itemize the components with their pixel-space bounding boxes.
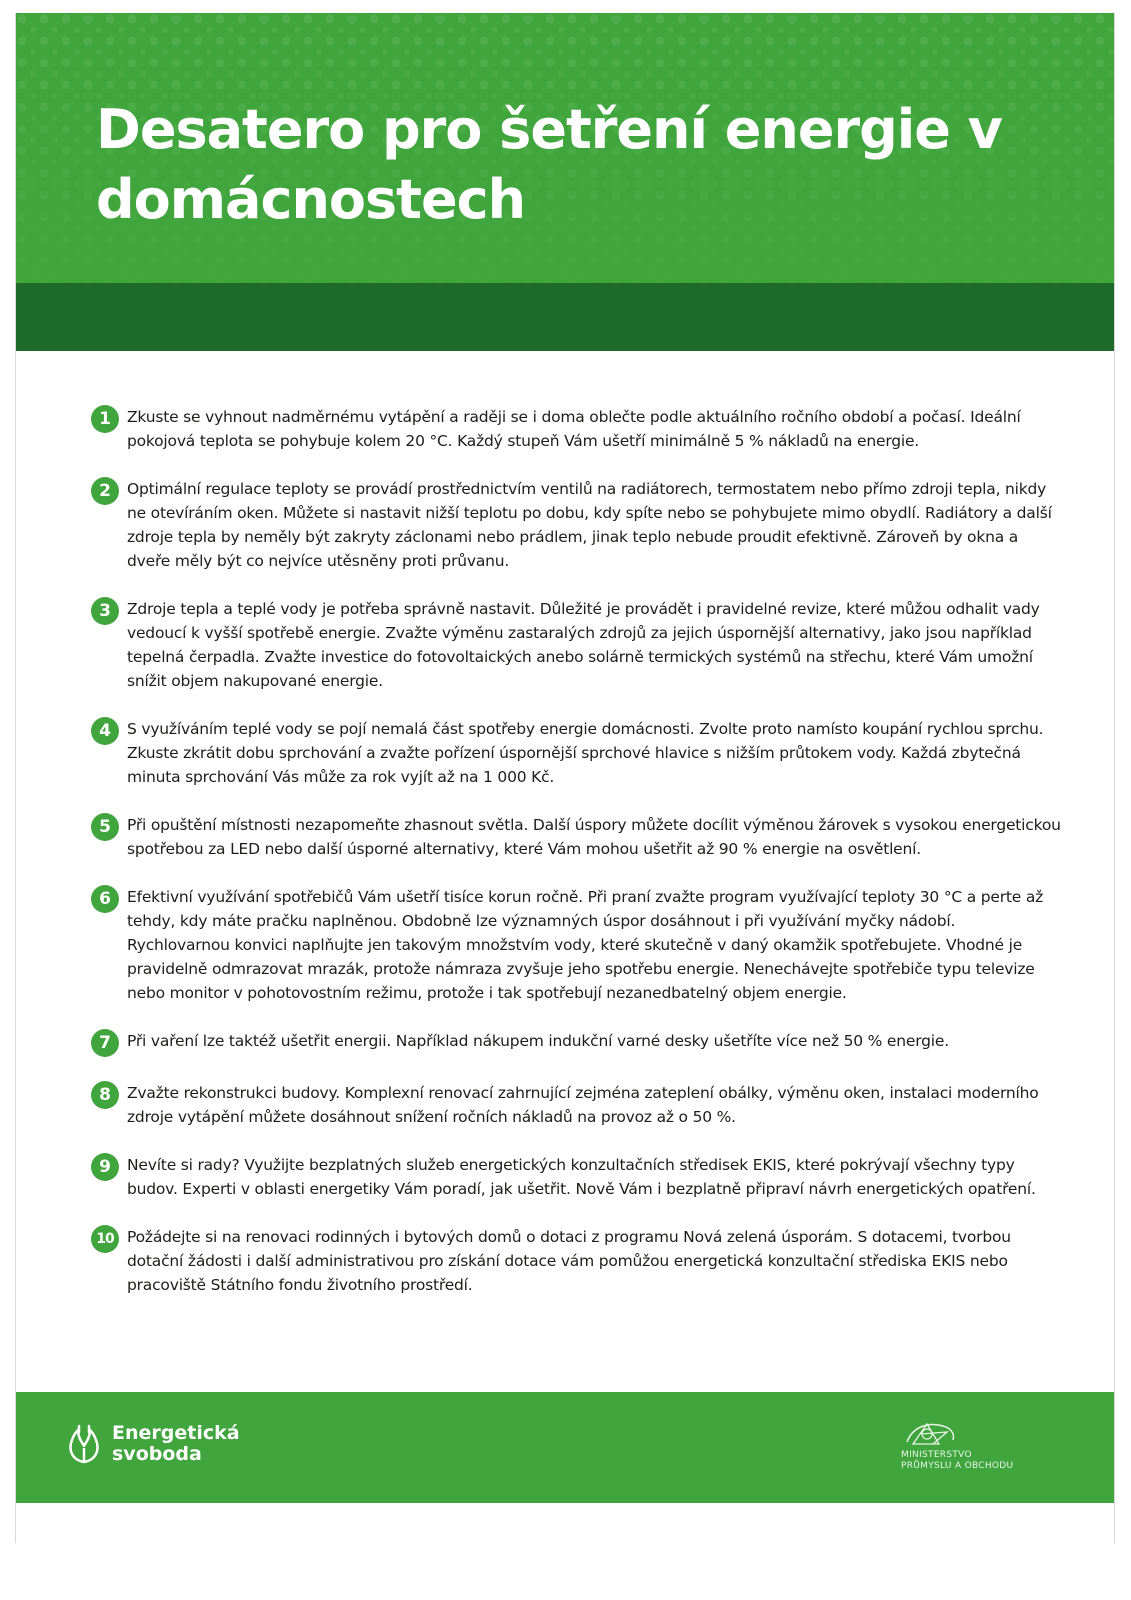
- tip-text: Zkuste se vyhnout nadměrnému vytápění a raději se i doma oblečte podle aktuálního ročního období a počasí. Ideální pokojová teplota se pohybuje kolem 20 °C. Každý stupeň Vám ušetří minimálně 5 % nákladů na energie.: [127, 408, 1021, 450]
- tips-list: [91, 405, 1061, 1321]
- tip-text: Při opuštění místnosti nezapomeňte zhasnout světla. Další úspory můžete docílit výměnou žárovek s vysokou energetickou spotřebou za LED nebo další úsporné alternativy, které Vám mohou ušetřit až 90 % energie na osvětlení.: [127, 816, 1061, 858]
- tip-item: [91, 477, 1061, 573]
- tip-item: [91, 1081, 1061, 1129]
- tip-item: [91, 597, 1061, 693]
- tip-text: Optimální regulace teploty se provádí prostřednictvím ventilů na radiátorech, termostatem nebo přímo zdroji tepla, nikdy ne otevíráním oken. Můžete si nastavit nižší teplotu po dobu, kdy spíte nebo se pohybujete mimo obydlí. Radiátory a další zdroje tepla by neměly být zakryty záclonami nebo prádlem, jinak teplo nebude proudit efektivně. Zároveň by okna a dveře měly být co nejvíce utěsněny proti průvanu.: [127, 480, 1052, 570]
- footer-bar: [16, 1392, 1114, 1503]
- tip-text: Zdroje tepla a teplé vody je potřeba správně nastavit. Důležité je provádět i pravidelné revize, které můžou odhalit vady vedoucí k vyšší spotřebě energie. Zvažte výměnu zastaralých zdrojů za jejich úspornější alternativy, jako jsou například tepelná čerpadla. Zvažte investice do fotovoltaických anebo solárně termických systémů na střechu, které Vám umožní snížit objem nakupované energie.: [127, 600, 1040, 690]
- tip-number-badge: 2: [91, 477, 119, 505]
- tip-item: [91, 813, 1061, 861]
- tip-item: [91, 885, 1061, 1005]
- plug-leaf-icon: [64, 1422, 104, 1466]
- tip-item: [91, 1225, 1061, 1297]
- tip-number-badge: 3: [91, 597, 119, 625]
- ministry-line-1: MINISTERSTVO: [901, 1450, 972, 1460]
- ministry-logo: [901, 1418, 1051, 1472]
- tip-number-badge: 4: [91, 717, 119, 745]
- tip-number-badge: 9: [91, 1153, 119, 1181]
- header-dark-band: [16, 283, 1114, 351]
- brand-line-1: Energetická: [112, 1422, 240, 1444]
- tip-number-badge: 7: [91, 1029, 119, 1057]
- tip-text: Nevíte si rady? Využijte bezplatných služeb energetických konzultačních středisek EKIS, které pokrývají všechny typy budov. Experti v oblasti energetiky Vám poradí, jak ušetřit. Nově Vám i bezplatně připraví návrh energetických opatření.: [127, 1156, 1036, 1198]
- tip-item: [91, 1153, 1061, 1201]
- flyer-page: [15, 13, 1115, 1543]
- page-title: Desatero pro šetření energie v domácnostech: [96, 98, 1002, 231]
- tip-number-badge: 10: [91, 1225, 119, 1253]
- tip-text: Efektivní využívání spotřebičů Vám ušetří tisíce korun ročně. Při praní zvažte program využívající teploty 30 °C a perte až tehdy, kdy máte pračku naplněnou. Obdobně lze významných úspor dosáhnout i při využívání myčky nádobí. Rychlovarnou konvici naplňujte jen takovým množstvím vody, které skutečně v daný okamžik spotřebujete. Vhodné je pravidelně odmrazovat mrazák, protože námraza zvyšuje jeho spotřebu energie. Nenechávejte spotřebiče typu televize nebo monitor v pohotovostním režimu, protože i tak spotřebují nezanedbatelný objem energie.: [127, 888, 1044, 1002]
- tip-text: S využíváním teplé vody se pojí nemalá část spotřeby energie domácnosti. Zvolte proto namísto koupání rychlou sprchu. Zkuste zkrátit dobu sprchování a zvažte pořízení úspornější sprchové hlavice s nižším průtokem vody. Každá zbytečná minuta sprchování Vás může za rok vyjít až na 1 000 Kč.: [127, 720, 1044, 786]
- tip-number-badge: 6: [91, 885, 119, 913]
- tip-item: [91, 1029, 1061, 1057]
- tip-number-badge: 1: [91, 405, 119, 433]
- tip-number-badge: 8: [91, 1081, 119, 1109]
- tip-text: Zvažte rekonstrukci budovy. Komplexní renovací zahrnující zejména zateplení obálky, výměnu oken, instalaci moderního zdroje vytápění můžete dosáhnout snížení ročních nákladů na provoz až o 50 %.: [127, 1084, 1039, 1126]
- ministry-emblem-icon: [903, 1418, 959, 1448]
- header-banner: [16, 13, 1114, 351]
- tip-item: [91, 717, 1061, 789]
- brand-line-2: svoboda: [112, 1443, 202, 1465]
- tip-text: Při vaření lze taktéž ušetřit energii. Například nákupem indukční varné desky ušetříte více než 50 % energie.: [127, 1032, 949, 1050]
- energeticka-svoboda-logo: [64, 1422, 240, 1466]
- tip-text: Požádejte si na renovaci rodinných i bytových domů o dotaci z programu Nová zelená úsporám. S dotacemi, tvorbou dotační žádosti i další administrativou pro získání dotace vám pomůžou energetická konzultační střediska EKIS nebo pracoviště Státního fondu životního prostředí.: [127, 1228, 1011, 1294]
- tip-number-badge: 5: [91, 813, 119, 841]
- ministry-line-2: PRŮMYSLU A OBCHODU: [901, 1461, 1014, 1471]
- tip-item: [91, 405, 1061, 453]
